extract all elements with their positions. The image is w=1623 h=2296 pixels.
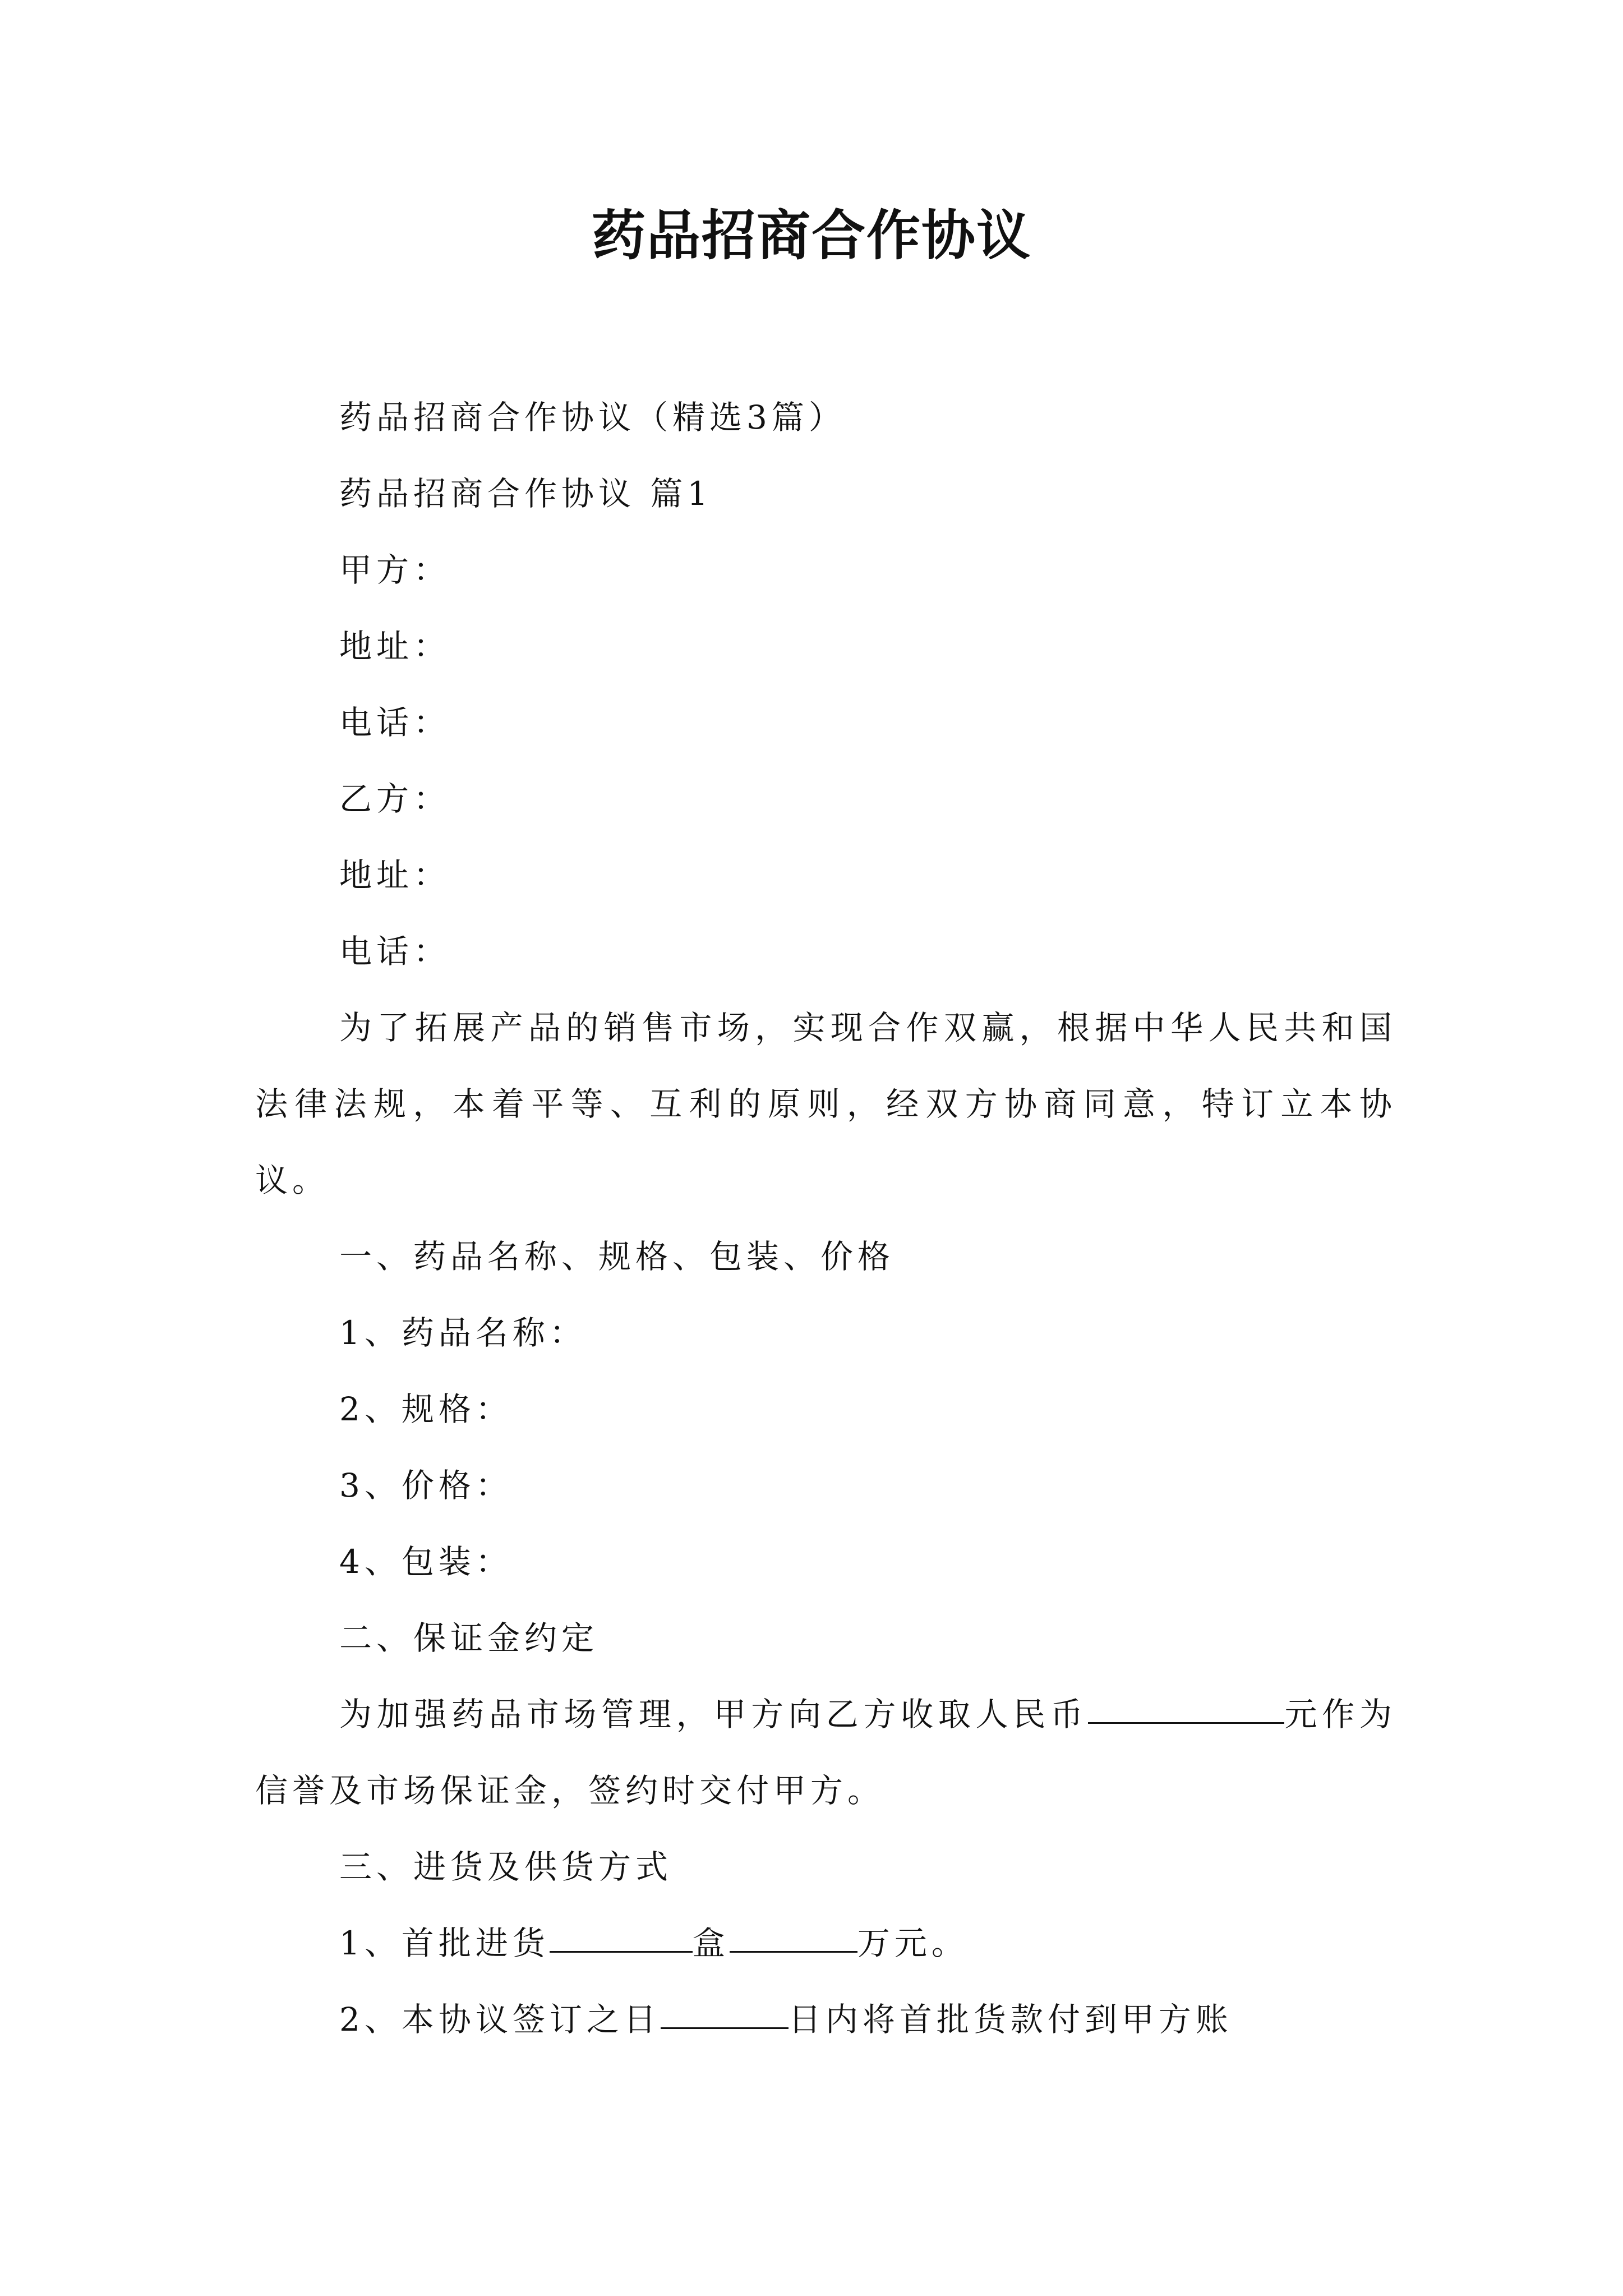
item-packaging: 4、包装： xyxy=(339,1543,513,1581)
days-blank xyxy=(661,2027,789,2029)
section-2-heading: 二、保证金约定 xyxy=(339,1619,599,1657)
box-count-blank xyxy=(550,1950,693,1953)
party-a-address-label: 地址： xyxy=(339,627,451,665)
deposit-amount-blank xyxy=(1088,1722,1284,1724)
amount-blank xyxy=(730,1950,857,1953)
deposit-text-before: 为加强药品市场管理，甲方向乙方收取人民币 xyxy=(339,1695,1088,1733)
box-unit-text: 盒 xyxy=(692,1924,730,1962)
item-price: 3、价格： xyxy=(339,1466,513,1504)
party-b-address-label: 地址： xyxy=(339,856,451,894)
party-a-phone-label: 电话： xyxy=(339,703,451,742)
first-purchase-text: 1、首批进货 xyxy=(339,1924,550,1962)
payment-deadline-text: 2、本协议签订之日 xyxy=(339,2000,661,2039)
preamble-paragraph: 为了拓展产品的销售市场，实现合作双赢，根据中华人民共和国法律法规，本着平等、互利的原则，经双方协商同意，特订立本协议。 xyxy=(255,1009,1396,1199)
item-specification: 2、规格： xyxy=(339,1390,513,1428)
item-drug-name: 1、药品名称： xyxy=(339,1314,587,1352)
party-b-label: 乙方： xyxy=(339,780,451,818)
document-body xyxy=(255,379,1396,2058)
item-payment-deadline xyxy=(255,1981,1396,2058)
document-title: 药品招商合作协议 xyxy=(592,204,1031,267)
party-a-label: 甲方： xyxy=(339,551,451,589)
article-heading: 药品招商合作协议 篇1 xyxy=(339,475,713,513)
subtitle: 药品招商合作协议（精选3篇） xyxy=(339,398,846,436)
amount-unit-text: 万元。 xyxy=(857,1924,969,1962)
deposit-paragraph xyxy=(255,1676,1396,1829)
item-first-purchase xyxy=(255,1905,1396,1981)
deposit-text-after: 元作为信誉及市场保证金，签约时交付甲方。 xyxy=(255,1695,1396,1810)
payment-deadline-rest: 日内将首批货款付到甲方账 xyxy=(788,2000,1233,2039)
section-3-heading: 三、进货及供货方式 xyxy=(339,1848,673,1886)
party-b-phone-label: 电话： xyxy=(339,932,451,970)
section-1-heading: 一、药品名称、规格、包装、价格 xyxy=(339,1237,895,1276)
